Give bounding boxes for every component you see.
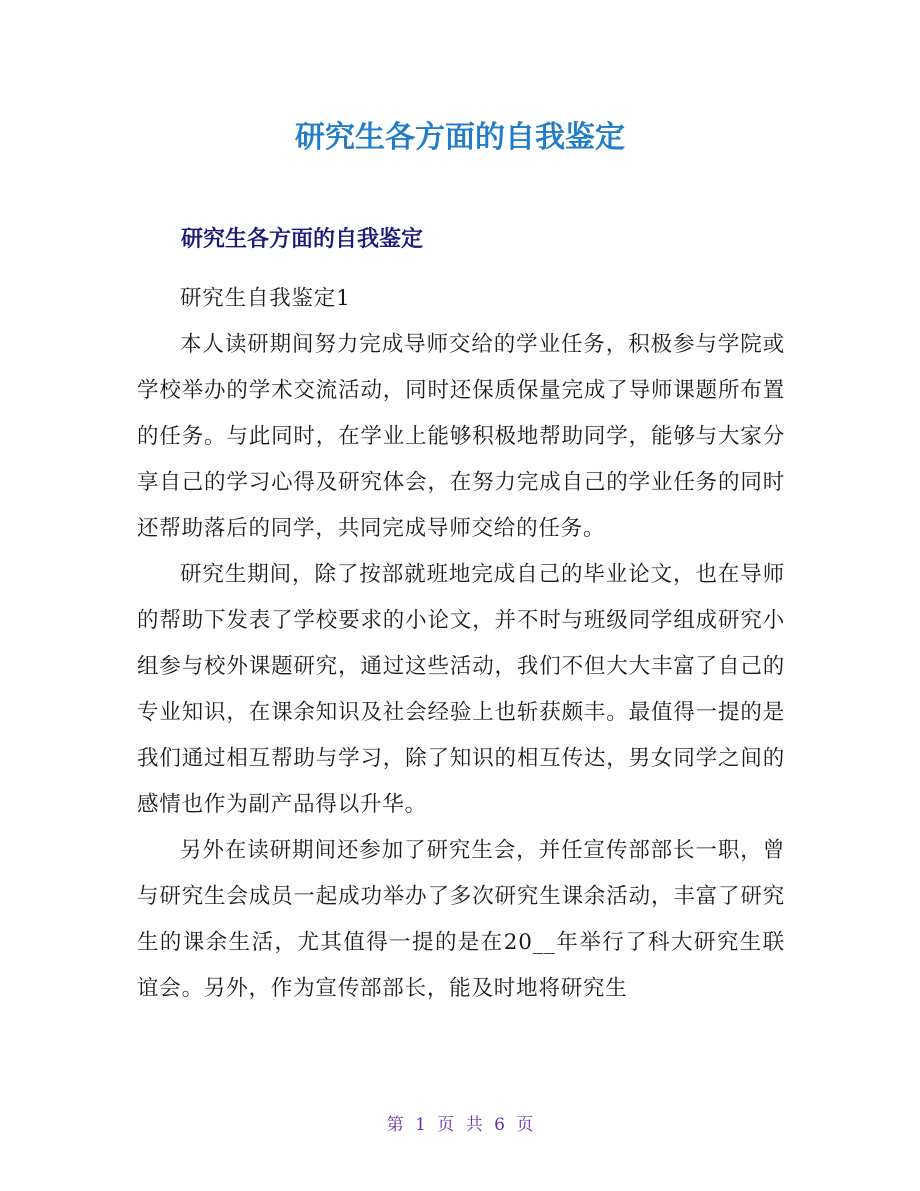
page-title: 研究生各方面的自我鉴定 <box>295 120 625 155</box>
section-heading: 研究生各方面的自我鉴定 <box>181 227 424 252</box>
paragraph-subtitle: 研究生自我鉴定1 <box>180 286 351 311</box>
document-body <box>137 276 785 1012</box>
paragraph: 本人读研期间努力完成导师交给的学业任务，积极参与学院或学校举办的学术交流活动，同时还保质保量完成了导师课题所布置的任务。与此同时，在学业上能够积极地帮助同学，能够与大家分享自己的学习心得及研究体会，在努力完成自己的学业任务的同时还帮助落后的同学，共同完成导师交给的任务。 <box>137 332 785 541</box>
paragraph: 另外在读研期间还参加了研究生会，并任宣传部部长一职，曾与研究生会成员一起成功举办了多次研究生课余活动，丰富了研究生的课余生活，尤其值得一提的是在20__年举行了科大研究生联谊会。另外，作为宣传部部长，能及时地将研究生 <box>137 838 785 1001</box>
paragraph: 研究生期间，除了按部就班地完成自己的毕业论文，也在导师的帮助下发表了学校要求的小论文，并不时与班级同学组成研究小组参与校外课题研究，通过这些活动，我们不但大大丰富了自己的专业知识，在课余知识及社会经验上也斩获颇丰。最值得一提的是我们通过相互帮助与学习，除了知识的相互传达，男女同学之间的感情也作为副产品得以升华。 <box>137 562 785 817</box>
page-indicator: 第 1 页 共 6 页 <box>386 1115 534 1135</box>
